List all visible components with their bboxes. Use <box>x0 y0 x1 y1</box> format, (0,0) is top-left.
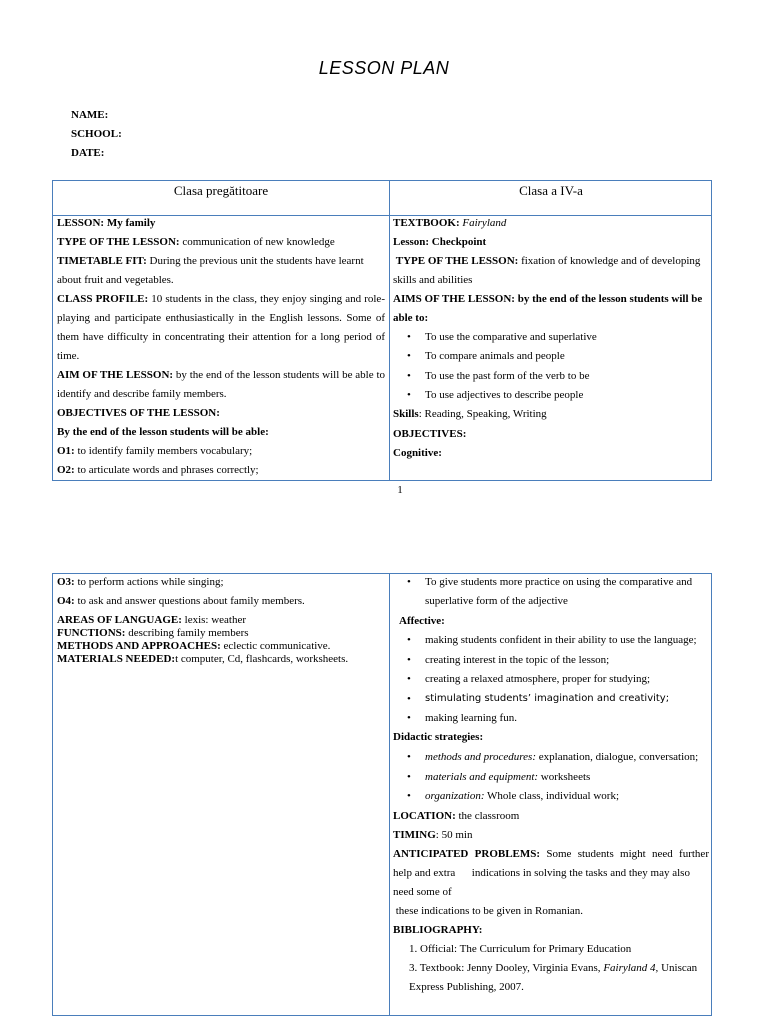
materials-line <box>57 653 348 665</box>
aim-label: AIM OF THE LESSON: <box>57 369 174 381</box>
type-value-right: fixation of knowledge and of developing <box>518 255 701 267</box>
problems-line <box>393 848 709 860</box>
cognitive-item-continuation: superlative form of the adjective <box>425 595 568 607</box>
o4-label: O4: <box>57 595 75 607</box>
didactic-item-materials <box>425 771 590 783</box>
type-label: TYPE OF THE LESSON: <box>57 236 180 248</box>
bibliography-heading: BIBLIOGRAPHY: <box>393 924 483 936</box>
location-line <box>393 810 519 822</box>
timetable-label: TIMETABLE FIT: <box>57 255 147 267</box>
aims-heading-2: able to: <box>393 312 429 324</box>
organization-value: Whole class, individual work; <box>484 790 620 802</box>
aim-item-text: To use the past form of the verb to be <box>425 370 590 382</box>
bullet-icon: • <box>407 751 411 763</box>
bullet-icon: • <box>407 634 411 646</box>
objectives-intro: By the end of the lesson students will be able: <box>57 426 269 438</box>
problems-line-2: help and extra indications in solving the tasks and they may also <box>393 867 690 879</box>
date-field-label: DATE: <box>71 147 105 159</box>
bullet-icon: • <box>407 790 411 802</box>
lesson-table-page-2 <box>52 573 712 1016</box>
objectives-heading-right: OBJECTIVES: <box>393 428 467 440</box>
areas-value: lexis: weather <box>181 614 247 626</box>
bullet-icon: • <box>407 771 411 783</box>
o1-value: to identify family members vocabulary; <box>74 445 253 457</box>
header-row-divider <box>53 215 711 216</box>
didactic-item-organization <box>425 790 619 802</box>
objective-o2 <box>57 464 259 476</box>
timing-value: : 50 min <box>435 829 473 841</box>
affective-item-text: creating a relaxed atmosphere, proper for studying; <box>425 673 651 685</box>
bib-2-title: Fairyland 4, <box>603 962 659 974</box>
objective-o1 <box>57 445 252 457</box>
page-title: LESSON PLAN <box>318 58 450 78</box>
objective-o4 <box>57 595 305 607</box>
bullet-icon: • <box>407 693 411 705</box>
aim-line <box>57 369 385 381</box>
timetable-line-2: about fruit and vegetables. <box>57 274 174 286</box>
methods-procedures-value: explanation, dialogue, conversation; <box>536 751 699 763</box>
bibliography-item-2 <box>409 962 697 974</box>
timing-label: TIMING <box>393 829 436 841</box>
materials-equipment-value: worksheets <box>538 771 591 783</box>
textbook-value: Fairyland <box>459 217 507 229</box>
type-value: communication of new knowledge <box>179 236 335 248</box>
bibliography-item-2-continuation: Express Publishing, 2007. <box>409 981 524 993</box>
column-divider <box>389 181 390 480</box>
objective-o3 <box>57 576 224 588</box>
didactic-item-methods <box>425 751 698 763</box>
bullet-icon: • <box>407 654 411 666</box>
aim-line-2: identify and describe family members. <box>57 388 227 400</box>
left-cell-page-2 <box>57 576 385 696</box>
right-cell-page-1 <box>393 217 709 477</box>
aim-item-text: To use adjectives to describe people <box>425 389 584 401</box>
o2-value: to articulate words and phrases correctly; <box>74 464 259 476</box>
problems-line-3: need some of <box>393 886 452 898</box>
affective-item-text: creating interest in the topic of the lesson; <box>425 654 610 666</box>
textbook-line <box>393 217 506 229</box>
didactic-heading: Didactic strategies: <box>393 731 484 743</box>
bullet-icon: • <box>407 370 411 382</box>
problems-line-4: these indications to be given in Romanian. <box>393 905 584 917</box>
profile-label: CLASS PROFILE: <box>57 293 149 305</box>
affective-item-text: making students confident in their ability to use the language; <box>425 634 697 646</box>
methods-line <box>57 640 330 652</box>
functions-value: describing family members <box>125 627 249 639</box>
methods-value: eclectic communicative. <box>220 640 331 652</box>
lesson-line <box>57 217 155 229</box>
o1-label: O1: <box>57 445 75 457</box>
aims-heading: AIMS OF THE LESSON: by the end of the lesson students will be <box>393 293 703 305</box>
location-label: LOCATION: <box>393 810 456 822</box>
bullet-icon: • <box>407 712 411 724</box>
areas-label: AREAS OF LANGUAGE: <box>57 614 182 626</box>
bullet-icon: • <box>407 331 411 343</box>
o3-label: O3: <box>57 576 75 588</box>
functions-line <box>57 627 249 639</box>
name-field-label: NAME: <box>71 109 109 121</box>
lesson-value: My family <box>104 217 156 229</box>
organization-label: organization: <box>425 790 485 802</box>
cognitive-heading: Cognitive: <box>393 447 442 459</box>
problems-value: Some students might need further <box>540 848 709 860</box>
bib-2-prefix: 3. Textbook: Jenny Dooley, Virginia Evans, <box>409 962 604 974</box>
affective-heading: Affective: <box>399 615 445 627</box>
profile-line <box>57 293 385 305</box>
lesson-label: LESSON: <box>57 217 105 229</box>
location-value: the classroom <box>455 810 520 822</box>
o3-value: to perform actions while singing; <box>74 576 224 588</box>
lesson-checkpoint-line: Lesson: Checkpoint <box>393 236 487 248</box>
column-header-right: Clasa a IV-a <box>519 183 583 198</box>
column-header-left: Clasa pregătitoare <box>173 183 269 198</box>
bibliography-item-1: 1. Official: The Curriculum for Primary Education <box>409 943 632 955</box>
timetable-value: During the previous unit the students have learnt <box>146 255 364 267</box>
materials-value: t computer, Cd, flashcards, worksheets. <box>175 653 349 665</box>
skills-value: : Reading, Speaking, Writing <box>418 408 547 420</box>
lesson-table-page-1 <box>52 180 712 481</box>
profile-value: 10 students in the class, they enjoy singing and role- <box>148 293 385 305</box>
profile-line-4: time. <box>57 350 80 362</box>
bullet-icon: • <box>407 576 411 588</box>
o2-label: O2: <box>57 464 75 476</box>
affective-item-text: stimulating students’ imagination and creativity; <box>425 693 670 704</box>
type-line-right-2: skills and abilities <box>393 274 473 286</box>
page-number: 1 <box>397 484 403 496</box>
skills-label: Skills <box>393 408 419 420</box>
areas-line <box>57 614 246 626</box>
left-cell-page-1 <box>57 217 385 477</box>
aim-item-text: To compare animals and people <box>425 350 565 362</box>
materials-label: MATERIALS NEEDED: <box>57 653 176 665</box>
methods-procedures-label: methods and procedures: <box>425 751 536 763</box>
type-label-right: TYPE OF THE LESSON: <box>395 255 519 267</box>
bullet-icon: • <box>407 389 411 401</box>
right-cell-page-2 <box>393 576 709 1006</box>
cognitive-item-text: To give students more practice on using the comparative and <box>425 576 693 588</box>
timing-line <box>393 829 472 841</box>
type-line <box>57 236 335 248</box>
affective-item-text: making learning fun. <box>425 712 517 724</box>
bullet-icon: • <box>407 350 411 362</box>
bib-2-suffix: Uniscan <box>658 962 698 974</box>
functions-label: FUNCTIONS: <box>57 627 126 639</box>
type-line-right <box>393 255 700 267</box>
timetable-line <box>57 255 364 267</box>
methods-label: METHODS AND APPROACHES: <box>57 640 221 652</box>
bullet-icon: • <box>407 673 411 685</box>
aim-value: by the end of the lesson students will be able to <box>173 369 385 381</box>
o4-value: to ask and answer questions about family members. <box>74 595 305 607</box>
skills-line <box>393 408 547 420</box>
textbook-label: TEXTBOOK: <box>393 217 460 229</box>
objectives-heading: OBJECTIVES OF THE LESSON: <box>57 407 220 419</box>
aim-item-text: To use the comparative and superlative <box>425 331 597 343</box>
school-field-label: SCHOOL: <box>71 128 122 140</box>
problems-label: ANTICIPATED PROBLEMS: <box>393 848 541 860</box>
profile-line-2: playing and participate enthusiastically in the English lessons. Some of <box>57 312 385 324</box>
materials-equipment-label: materials and equipment: <box>425 771 539 783</box>
profile-line-3: them have difficulty in concentrating their attention for a long period of <box>57 331 385 343</box>
column-divider <box>389 574 390 1015</box>
